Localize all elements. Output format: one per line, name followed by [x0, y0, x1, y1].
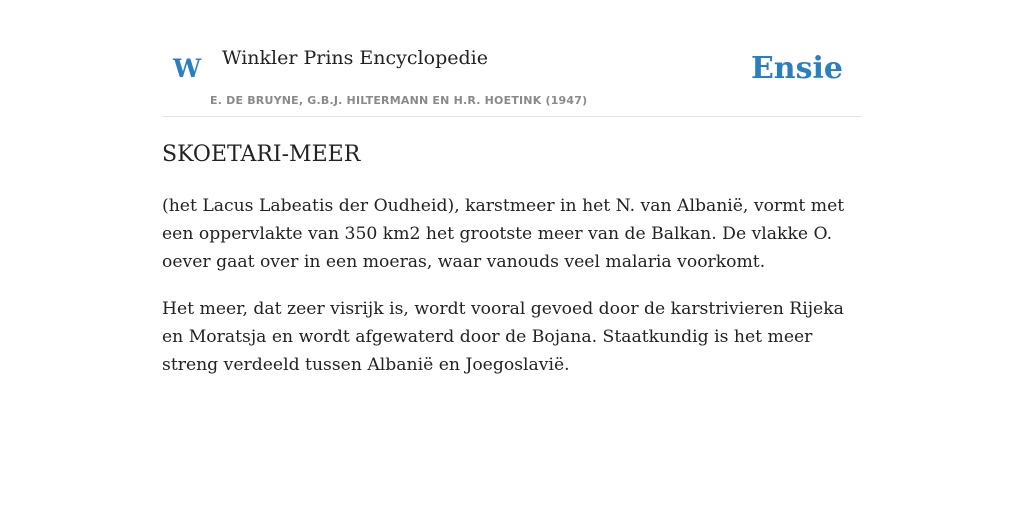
source-header: [162, 0, 862, 117]
ensie-logo-link[interactable]: Ensie: [750, 51, 843, 86]
source-title-link[interactable]: Winkler Prins Encyclopedie: [222, 47, 488, 69]
article-paragraph-1: (het Lacus Labeatis der Oudheid), karstmeer in het N. van Albanië, vormt met een oppervlakte van 350 km2 het grootste meer van de Balkan. De vlakke O. oever gaat over in een moeras, waar vanouds veel malaria voorkomt.: [162, 196, 845, 272]
page: [162, 0, 862, 512]
source-authors: E. DE BRUYNE, G.B.J. HILTERMANN EN H.R. HOETINK (1947): [210, 94, 588, 107]
article-body: [162, 192, 862, 398]
article-paragraph-2: Het meer, dat zeer visrijk is, wordt vooral gevoed door de karstrivieren Rijeka en Moratsja en wordt afgewaterd door de Bojana. Staatkundig is het meer streng verdeeld tussen Albanië en Joegoslavië.: [162, 299, 844, 375]
article-title: SKOETARI-MEER: [162, 142, 361, 167]
winkler-prins-logo[interactable]: W: [173, 54, 202, 83]
